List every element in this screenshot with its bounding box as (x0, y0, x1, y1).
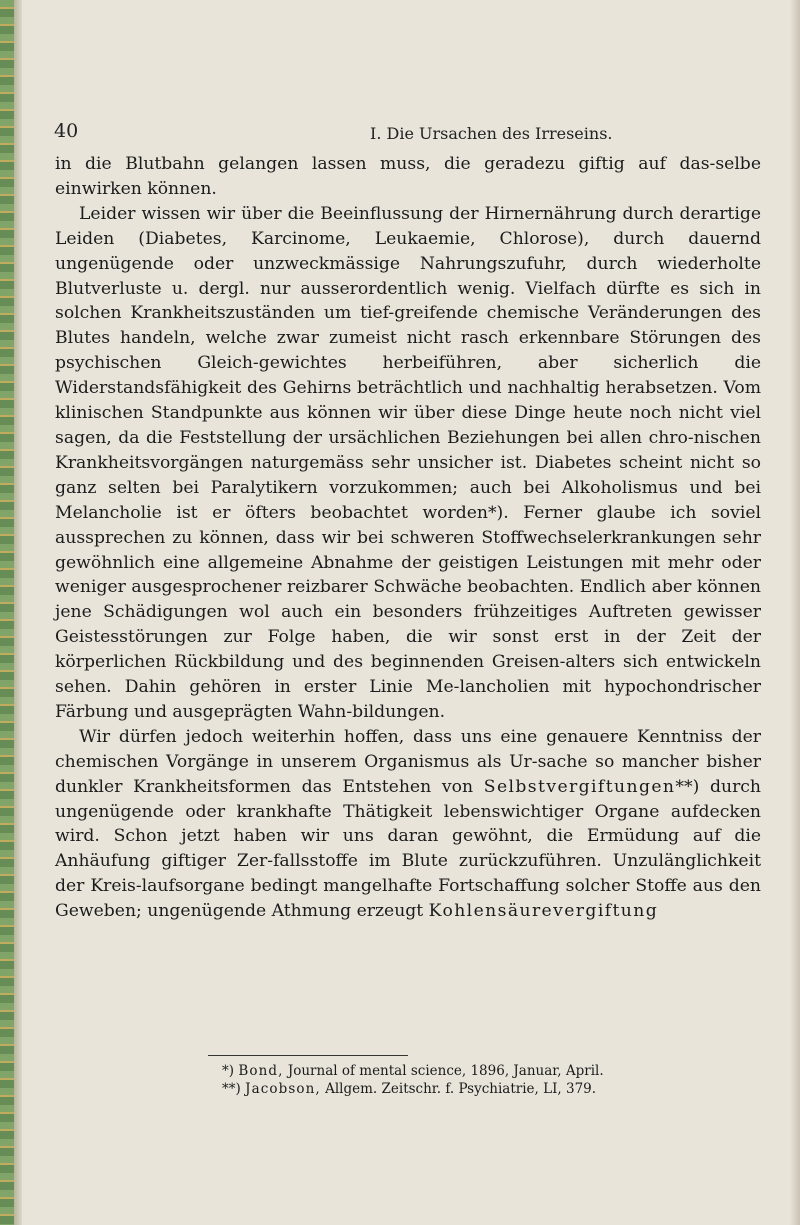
footnote-1-mark: *) (222, 1063, 235, 1079)
footnote-2-mark: **) (222, 1081, 241, 1097)
paragraph-1: in die Blutbahn gelangen lassen muss, die geradezu giftig auf das-selbe einwirken können. (55, 154, 761, 199)
scan-page-shadow (14, 0, 22, 1225)
page-number: 40 (54, 120, 79, 142)
footnote-2 (222, 1080, 762, 1098)
footnote-2-author: Jacobson, (245, 1081, 321, 1097)
book-page (22, 0, 790, 1225)
footnote-2-text: Allgem. Zeitschr. f. Psychiatrie, LI, 379. (325, 1081, 597, 1097)
running-head: I. Die Ursachen des Irreseins. (370, 124, 613, 143)
body-text (55, 152, 761, 924)
footnote-1-text: Journal of mental science, 1896, Januar, April. (287, 1063, 604, 1079)
paragraph-3-part-b: **) durch ungenügende oder krankhafte Thätigkeit lebenswichtiger Organe aufdecken wird. Schon jetzt haben wir uns daran gewöhnt, die Ermüdung auf die Anhäufung giftiger Zer-fallsstoffe im Blute zurückzuführen. Unzulänglichkeit der Kreis-laufsorgane bedingt mangelhafte Fortschaffung solcher Stoffe aus den Geweben; ungenügende Athmung erzeugt (55, 776, 762, 922)
emphasis-kohlensaeurevergiftung: Kohlensäurevergiftung (428, 901, 659, 922)
paragraph-3-part-a: Wir dürfen jedoch weiterhin hoffen, dass uns eine genauere Kenntniss der chemischen Vorgänge in unserem Organismus als Ur-sache so mancher bisher dunkler Krankheitsformen das Entstehen von (55, 726, 761, 797)
footnote-rule (208, 1055, 408, 1056)
scan-right-edge (790, 0, 800, 1225)
scan-binding-edge (0, 0, 14, 1225)
footnote-1-author: Bond, (238, 1063, 284, 1079)
page-header (22, 120, 790, 150)
emphasis-selbstvergiftungen: Selbstvergiftungen (483, 776, 676, 797)
footnotes (222, 1062, 762, 1098)
footnote-1 (222, 1062, 762, 1080)
paragraph-3 (55, 725, 761, 924)
paragraph-2: Leider wissen wir über die Beeinflussung der Hirnernährung durch derartige Leiden (Diabetes, Karcinome, Leukaemie, Chlorose), durch dauernd ungenügende oder unzweckmässige Nahrungszufuhr, durch wiederholte Blutverluste u. dergl. nur ausserordentlich wenig. Vielfach dürfte es sich in solchen Krankheitszuständen um tief-greifende chemische Veränderungen des Blutes handeln, welche zwar zumeist nicht rasch erkennbare Störungen des psychischen Gleich-gewichtes herbeiführen, aber sicherlich die Widerstandsfähigkeit des Gehirns beträchtlich und nachhaltig herabsetzen. Vom klinischen Standpunkte aus können wir über diese Dinge heute noch nicht viel sagen, da die Feststellung der ursächlichen Beziehungen bei allen chro-nischen Krankheitsvorgängen naturgemäss sehr unsicher ist. Diabetes scheint nicht so ganz selten bei Paralytikern vorzukommen; auch bei Alkoholismus und bei Melancholie ist er öfters beobachtet worden*). Ferner glaube ich soviel aussprechen zu können, dass wir bei schweren Stoffwechselerkrankungen sehr gewöhnlich eine allgemeine Abnahme der geistigen Leistungen mit mehr oder weniger ausgesprochener reizbarer Schwäche beobachten. Endlich aber können jene Schädigungen wol auch ein besonders frühzeitiges Auftreten gewisser Geistesstörungen zur Folge haben, die wir sonst erst in der Zeit der körperlichen Rückbildung und des beginnenden Greisen-alters sich entwickeln sehen. Dahin gehören in erster Linie Me-lancholien mit hypochondrischer Färbung und ausgeprägten Wahn-bildungen. (55, 203, 761, 722)
